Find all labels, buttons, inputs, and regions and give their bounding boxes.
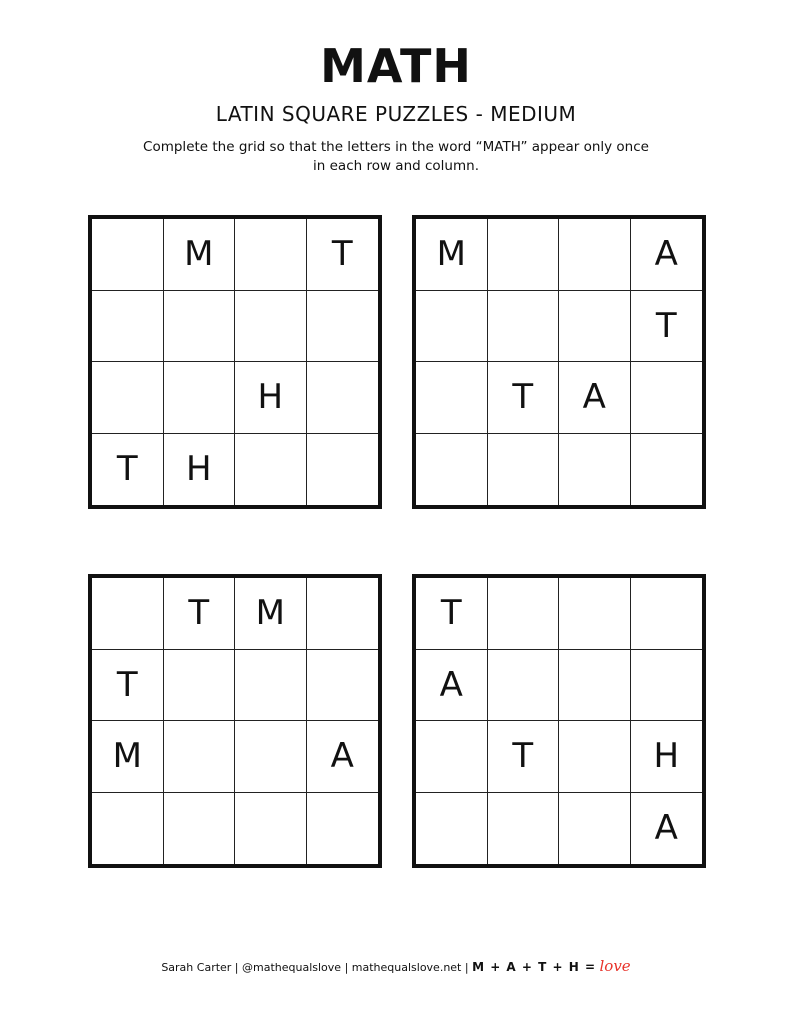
grid-cell	[235, 219, 307, 291]
instructions	[96, 138, 696, 176]
footer-equation: M + A + T + H =	[472, 960, 596, 974]
grid-cell: A	[559, 362, 631, 434]
footer	[0, 958, 792, 976]
grid-cell	[307, 578, 379, 650]
grid-cell	[488, 434, 560, 506]
grid-cell	[559, 650, 631, 722]
page-title: MATH	[320, 39, 472, 93]
grid-cell	[164, 650, 236, 722]
grid-cell	[559, 793, 631, 865]
grid-cell	[488, 291, 560, 363]
grid-cell	[92, 219, 164, 291]
puzzle-grid-1	[88, 215, 382, 509]
grid-cell: H	[631, 721, 703, 793]
grid-cell: H	[164, 434, 236, 506]
grid-cell	[307, 291, 379, 363]
grid-cell	[559, 291, 631, 363]
grid-cell	[164, 721, 236, 793]
grid-cell	[416, 291, 488, 363]
grid-cell	[631, 650, 703, 722]
grid-cell	[559, 721, 631, 793]
grid-cell: A	[307, 721, 379, 793]
grid-cell	[416, 362, 488, 434]
puzzle-grid-3	[88, 574, 382, 868]
grid-cell	[307, 650, 379, 722]
grid-cell: T	[488, 721, 560, 793]
grid-cell	[488, 219, 560, 291]
grid-cell	[416, 793, 488, 865]
grid-cell	[92, 793, 164, 865]
grid-cell	[416, 721, 488, 793]
grid-cell	[164, 362, 236, 434]
grid-cell: T	[92, 434, 164, 506]
grid-cell: A	[416, 650, 488, 722]
grid-cell	[488, 650, 560, 722]
grid-cell	[631, 434, 703, 506]
grid-cell	[235, 291, 307, 363]
puzzle-grid-4	[412, 574, 706, 868]
grid-cell	[307, 434, 379, 506]
grid-cell	[559, 434, 631, 506]
grid-cell: A	[631, 219, 703, 291]
grid-cell	[92, 291, 164, 363]
grid-cell	[631, 362, 703, 434]
grid-cell	[235, 721, 307, 793]
grid-cell	[92, 362, 164, 434]
grid-cell: M	[416, 219, 488, 291]
grid-cell	[235, 650, 307, 722]
grid-cell	[307, 793, 379, 865]
grid-cell: M	[92, 721, 164, 793]
grid-cell: T	[307, 219, 379, 291]
grid-cell: T	[164, 578, 236, 650]
grid-cell	[559, 219, 631, 291]
grid-cell: T	[416, 578, 488, 650]
grid-cell: T	[92, 650, 164, 722]
love-logo: love	[599, 957, 631, 975]
instructions-line-2: in each row and column.	[313, 158, 479, 174]
grid-cell	[631, 578, 703, 650]
grid-cell: T	[631, 291, 703, 363]
grid-cell	[92, 578, 164, 650]
grid-cell	[307, 362, 379, 434]
grid-cell: A	[654, 808, 678, 849]
footer-credits: Sarah Carter | @mathequalslove | mathequalslove.net |	[161, 961, 469, 974]
grid-cell: M	[235, 578, 307, 650]
instructions-line-1: Complete the grid so that the letters in the word “MATH” appear only once	[143, 139, 649, 155]
grid-cell	[164, 793, 236, 865]
grid-cell: H	[235, 362, 307, 434]
grid-cell: T	[488, 362, 560, 434]
grid-cell	[488, 793, 560, 865]
page-subtitle: LATIN SQUARE PUZZLES - MEDIUM	[215, 102, 577, 126]
grid-cell	[164, 291, 236, 363]
grid-cell: M	[164, 219, 236, 291]
puzzle-grid-2	[412, 215, 706, 509]
grid-cell	[488, 578, 560, 650]
grid-cell	[559, 578, 631, 650]
grid-cell	[416, 434, 488, 506]
grid-cell	[235, 434, 307, 506]
grid-cell	[235, 793, 307, 865]
